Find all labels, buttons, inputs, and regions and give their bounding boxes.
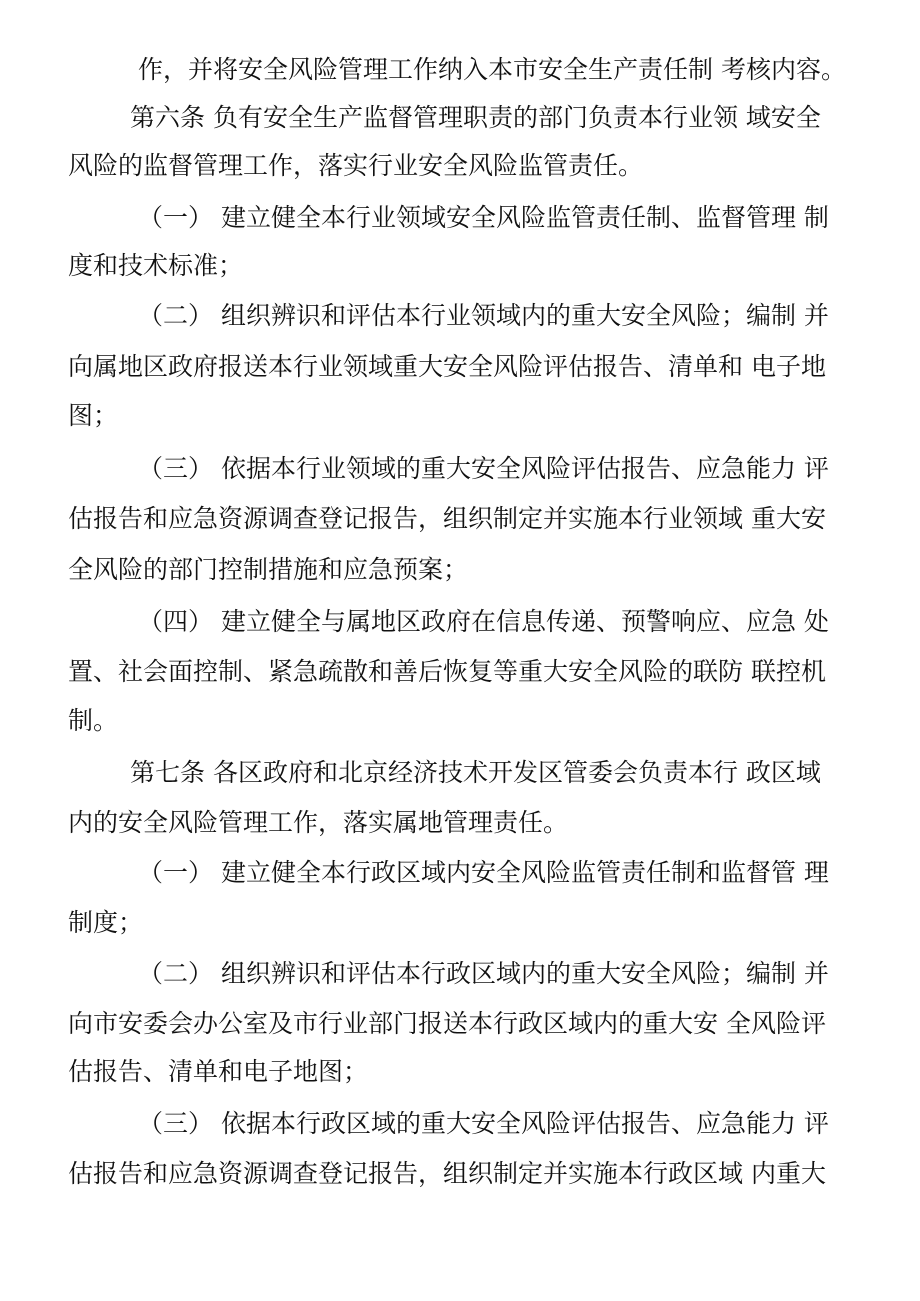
text-line: 制。 [68,706,119,735]
text-line: 内的安全风险管理工作，落实属地管理责任。 [68,808,569,837]
text-line: 全风险的部门控制措施和应急预案； [68,555,469,584]
list-item-line: （一） 建立健全本行业领域安全风险监管责任制、监督管理 制 [138,203,829,232]
text-line: 估报告和应急资源调查登记报告，组织制定并实施本行政区域 内重大 [68,1159,826,1188]
text-line: 图； [68,401,119,430]
list-item-line: （三） 依据本行业领域的重大安全风险评估报告、应急能力 评 [138,454,829,483]
article-heading-line: 第六条 负有安全生产监督管理职责的部门负责本行业领 域安全 [130,103,821,132]
text-line: 估报告和应急资源调查登记报告，组织制定并实施本行业领域 重大安 [68,504,826,533]
text-line: 向市安委会办公室及市行业部门报送本行政区域内的重大安 全风险评 [68,1009,826,1038]
text-line: 制度； [68,908,144,937]
list-item-line: （二） 组织辨识和评估本行政区域内的重大安全风险；编制 并 [138,959,829,988]
text-line: 作，并将安全风险管理工作纳入本市安全生产责任制 考核内容。 [138,55,846,84]
list-item-line: （二） 组织辨识和评估本行业领域内的重大安全风险；编制 并 [138,301,829,330]
text-line: 向属地区政府报送本行业领域重大安全风险评估报告、清单和 电子地 [68,352,826,381]
list-item-line: （一） 建立健全本行政区域内安全风险监管责任制和监督管 理 [138,858,829,887]
article-heading-line: 第七条 各区政府和北京经济技术开发区管委会负责本行 政区域 [130,758,821,787]
list-item-line: （四） 建立健全与属地区政府在信息传递、预警响应、应急 处 [138,607,829,636]
text-line: 风险的监督管理工作，落实行业安全风险监管责任。 [68,151,644,180]
text-line: 置、社会面控制、紧急疏散和善后恢复等重大安全风险的联防 联控机 [68,657,826,686]
text-line: 度和技术标准； [68,251,244,280]
text-line: 估报告、清单和电子地图； [68,1057,369,1086]
list-item-line: （三） 依据本行政区域的重大安全风险评估报告、应急能力 评 [138,1109,829,1138]
